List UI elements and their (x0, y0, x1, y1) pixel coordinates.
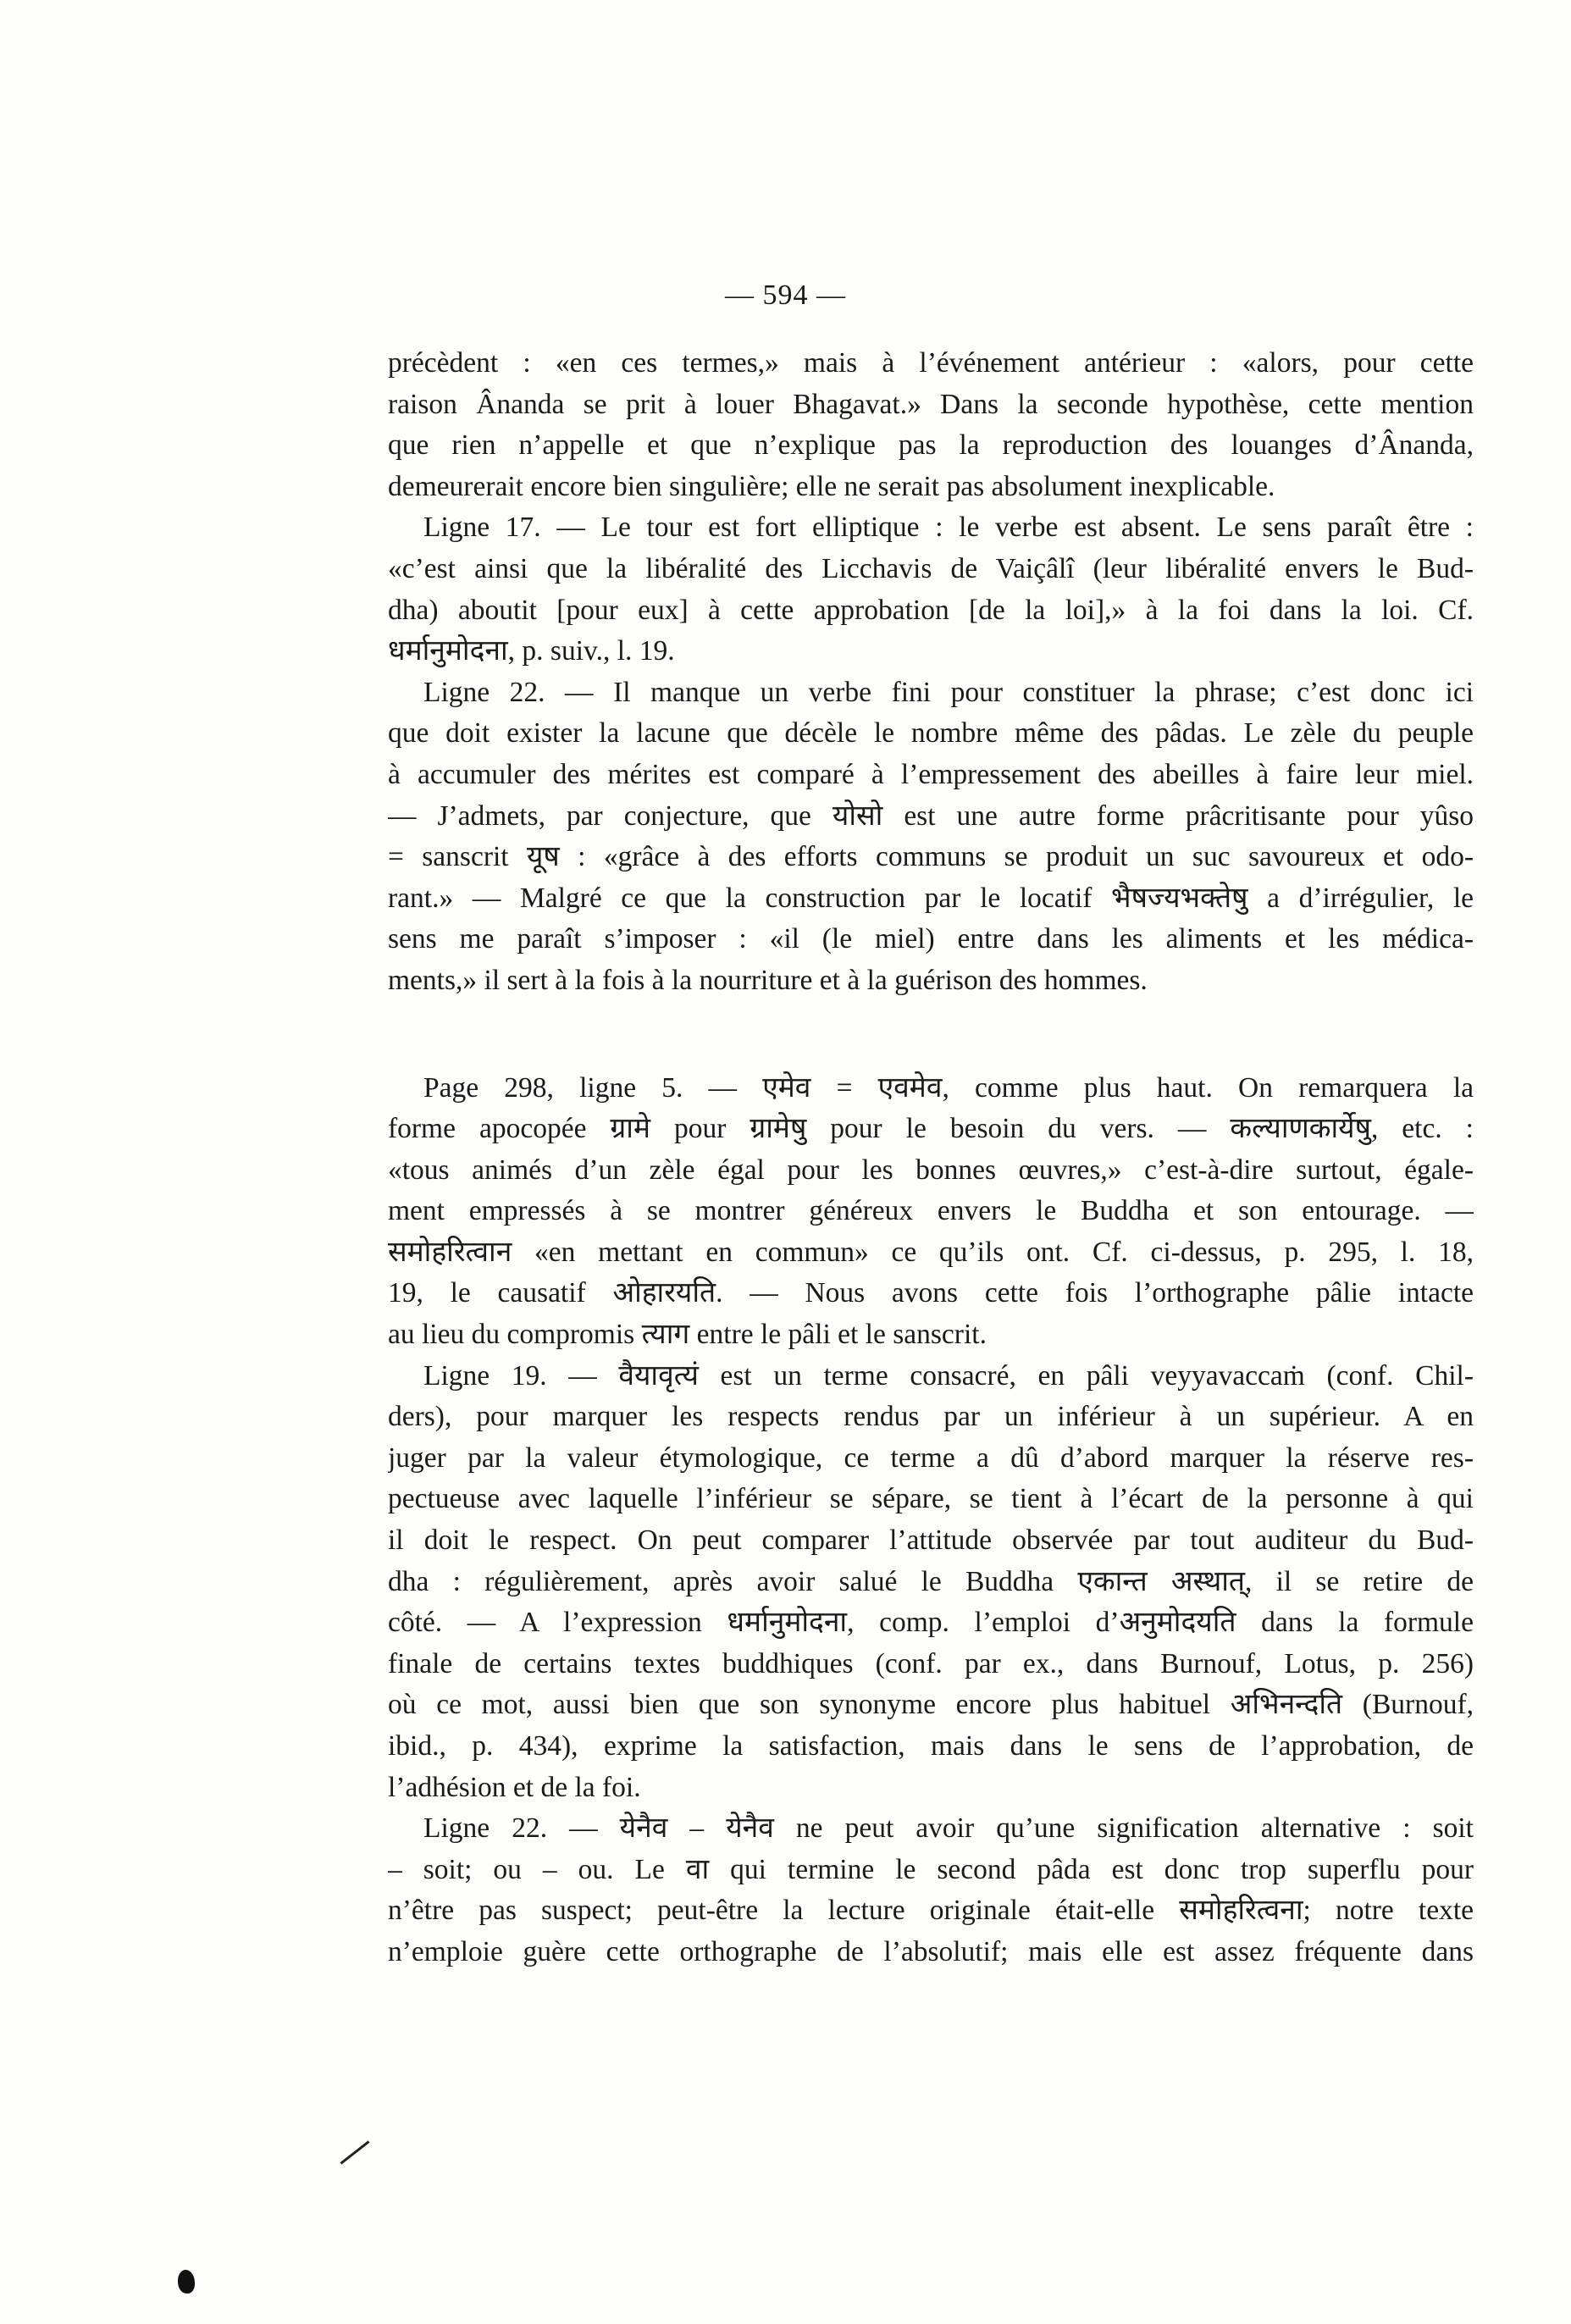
text-line: Page 298, ligne 5. — एमेव = एवमेव, comme plus haut. On remarquera la (423, 1071, 1474, 1104)
page-number: — 594 — (725, 279, 846, 311)
text-line: Ligne 22. — येनैव – येनैव ne peut avoir qu’une signification alternative : soit (423, 1812, 1474, 1845)
text-line: ders), pour marquer les respects rendus par un inférieur à un supérieur. A en (388, 1401, 1474, 1433)
stray-pen-mark (340, 2140, 370, 2164)
text-line: que doit exister la lacune que décèle le nombre même des pâdas. Le zèle du peuple (388, 717, 1474, 750)
text-line: Ligne 19. — वैयावृत्यं est un terme consacré, en pâli veyyavaccaṁ (conf. Chil- (423, 1359, 1474, 1392)
text-line: Ligne 22. — Il manque un verbe fini pour constituer la phrase; c’est donc ici (423, 676, 1474, 708)
text-line: धर्मानुमोदना, p. suiv., l. 19. (388, 635, 675, 667)
text-line: où ce mot, aussi bien que son synonyme encore plus habituel अभिनन्दति (Burnouf, (388, 1689, 1474, 1721)
paragraph-gap (388, 1002, 1474, 1068)
text-line: «c’est ainsi que la libéralité des Licchavis de Vaiçâlî (leur libéralité envers le Bud- (388, 552, 1474, 584)
text-line: demeurerait encore bien singulière; elle ne serait pas absolument inexplicable. (388, 470, 1275, 502)
text-line: — J’admets, par conjecture, que योसो est une autre forme prâcritisante pour yûso (388, 800, 1474, 832)
text-line: forme apocopée ग्रामे pour ग्रामेषु pour le besoin du vers. — कल्याणकार्येषु, etc. : (388, 1113, 1474, 1145)
text-line: dha) aboutit [pour eux] à cette approbation [de la loi],» à la foi dans la loi. Cf. (388, 594, 1474, 626)
text-line: raison Ânanda se prit à louer Bhagavat.» Dans la seconde hypothèse, cette mention (388, 388, 1474, 420)
text-line: n’emploie guère cette orthographe de l’absolutif; mais elle est assez fréquente dans (388, 1935, 1474, 1967)
text-line: ments,» il sert à la fois à la nourriture et à la guérison des hommes. (388, 964, 1148, 996)
text-line: «tous animés d’un zèle égal pour les bonnes œuvres,» c’est-à-dire surtout, égale- (388, 1154, 1474, 1186)
text-line: dha : régulièrement, après avoir salué le Buddha एकान्त अस्थात्, il se retire de (388, 1565, 1474, 1597)
text-line: ibid., p. 434), exprime la satisfaction, mais dans le sens de l’approbation, de (388, 1730, 1474, 1762)
text-line: = sanscrit यूष : «grâce à des efforts communs se produit un suc savoureux et odo- (388, 841, 1474, 873)
text-line: ment empressés à se montrer généreux envers le Buddha et son entourage. — (388, 1195, 1474, 1227)
text-line: côté. — A l’expression धर्मानुमोदना, comp. l’emploi d’अनुमोदयति dans la formule (388, 1607, 1474, 1639)
text-line: à accumuler des mérites est comparé à l’empressement des abeilles à faire leur miel. (388, 758, 1474, 790)
text-line: l’adhésion et de la foi. (388, 1771, 641, 1803)
text-line: 19, le causatif ओहारयति. — Nous avons cette fois l’orthographe pâlie intacte (388, 1277, 1474, 1309)
text-line: il doit le respect. On peut comparer l’attitude observée par tout auditeur du Bud- (388, 1524, 1474, 1557)
text-line: sens me paraît s’imposer : «il (le miel) entre dans les aliments et les médica- (388, 923, 1474, 955)
text-line: que rien n’appelle et que n’explique pas la reproduction des louanges d’Ânanda, (388, 429, 1474, 462)
text-line: juger par la valeur étymologique, ce terme a dû d’abord marquer la réserve res- (388, 1441, 1474, 1474)
text-line: समोहरित्वान «en mettant en commun» ce qu’ils ont. Cf. ci-dessus, p. 295, l. 18, (388, 1236, 1474, 1268)
ink-blot (178, 2270, 195, 2294)
text-line: finale de certains textes buddhiques (conf. par ex., dans Burnouf, Lotus, p. 256) (388, 1647, 1474, 1679)
text-line: – soit; ou – ou. Le वा qui termine le second pâda est donc trop superflu pour (388, 1853, 1474, 1885)
text-line: n’être pas suspect; peut-être la lecture originale était-elle समोहरित्वना; notre texte (388, 1895, 1474, 1927)
body-text (388, 343, 1474, 1973)
text-line: rant.» — Malgré ce que la construction par le locatif भैषज्यभक्तेषु a d’irrégulier, le (388, 882, 1474, 914)
text-line: précèdent : «en ces termes,» mais à l’événement antérieur : «alors, pour cette (388, 347, 1474, 379)
text-line: pectueuse avec laquelle l’inférieur se sépare, se tient à l’écart de la personne à qui (388, 1483, 1474, 1515)
text-line: au lieu du compromis त्याग entre le pâli et le sanscrit. (388, 1319, 987, 1351)
text-line: Ligne 17. — Le tour est fort elliptique : le verbe est absent. Le sens paraît être : (423, 512, 1474, 544)
